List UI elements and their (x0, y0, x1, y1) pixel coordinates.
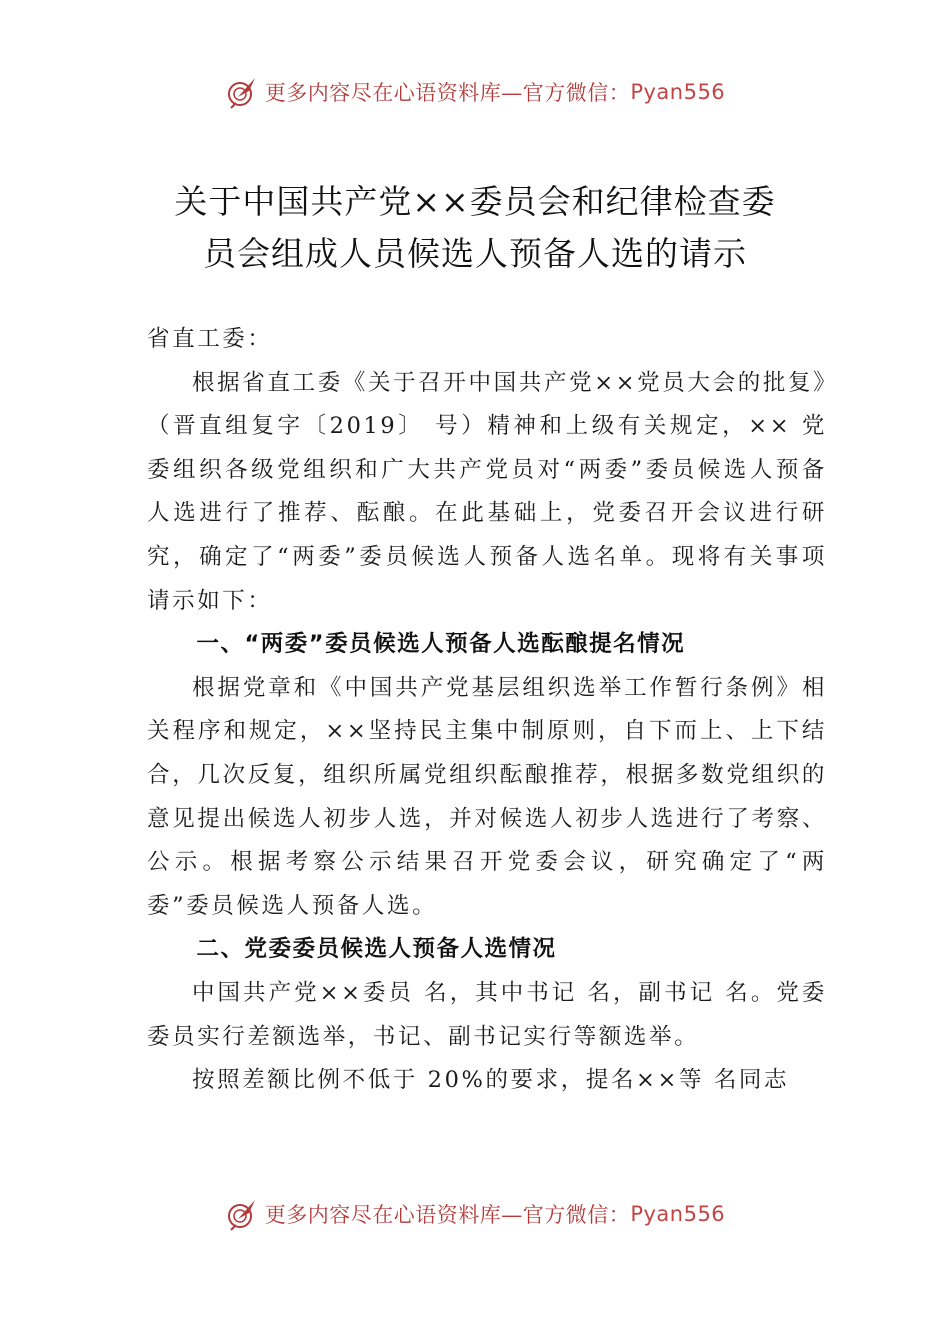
watermark-text: 更多内容尽在心语资料库—官方微信： (264, 81, 631, 105)
paragraph-intro: 根据省直工委《关于召开中国共产党××党员大会的批复》（晋直组复字〔2019〕 号）精神和上级有关规定，×× 党委组织各级党组织和广大共产党员对“两委”委员候选人预备人选进行了推荐、酝酿。在此基础上，党委召开会议进行研究，确定了“两委”委员候选人预备人选名单。现将有关事项请示如下： (147, 369, 827, 614)
section-heading-2: 二、党委委员候选人预备人选情况 (196, 936, 557, 963)
title-line-1: 关于中国共产党××委员会和纪律检查委 (174, 182, 776, 221)
document-body (147, 318, 827, 1103)
watermark-text: 更多内容尽在心语资料库—官方微信： (264, 1203, 631, 1227)
footer-watermark (0, 1194, 950, 1234)
watermark-wechat-id: Pyan556 (630, 1202, 726, 1226)
section-heading-1: 一、“两委”委员候选人预备人选酝酿提名情况 (196, 631, 686, 658)
addressee: 省直工委： (147, 326, 273, 352)
paragraph-nomination: 根据党章和《中国共产党基层组织选举工作暂行条例》相关程序和规定，××坚持民主集中制原则，自下而上、上下结合，几次反复，组织所属党组织酝酿推荐，根据多数党组织的意见提出候选人初步人选，并对候选人初步人选进行了考察、公示。根据考察公示结果召开党委会议，研究确定了“两委”委员候选人预备人选。 (147, 674, 827, 919)
quill-logo-icon (225, 75, 259, 109)
paragraph-ratio: 按照差额比例不低于 20%的要求，提名××等 名同志 (192, 1067, 790, 1094)
document-title (0, 176, 950, 280)
paragraph-committee: 中国共产党××委员 名，其中书记 名，副书记 名。党委委员实行差额选举，书记、副书记实行等额选举。 (147, 979, 827, 1050)
watermark-wechat-id: Pyan556 (630, 80, 726, 104)
header-watermark (0, 72, 950, 112)
quill-logo-icon (225, 1197, 259, 1231)
title-line-2: 员会组成人员候选人预备人选的请示 (203, 234, 747, 273)
